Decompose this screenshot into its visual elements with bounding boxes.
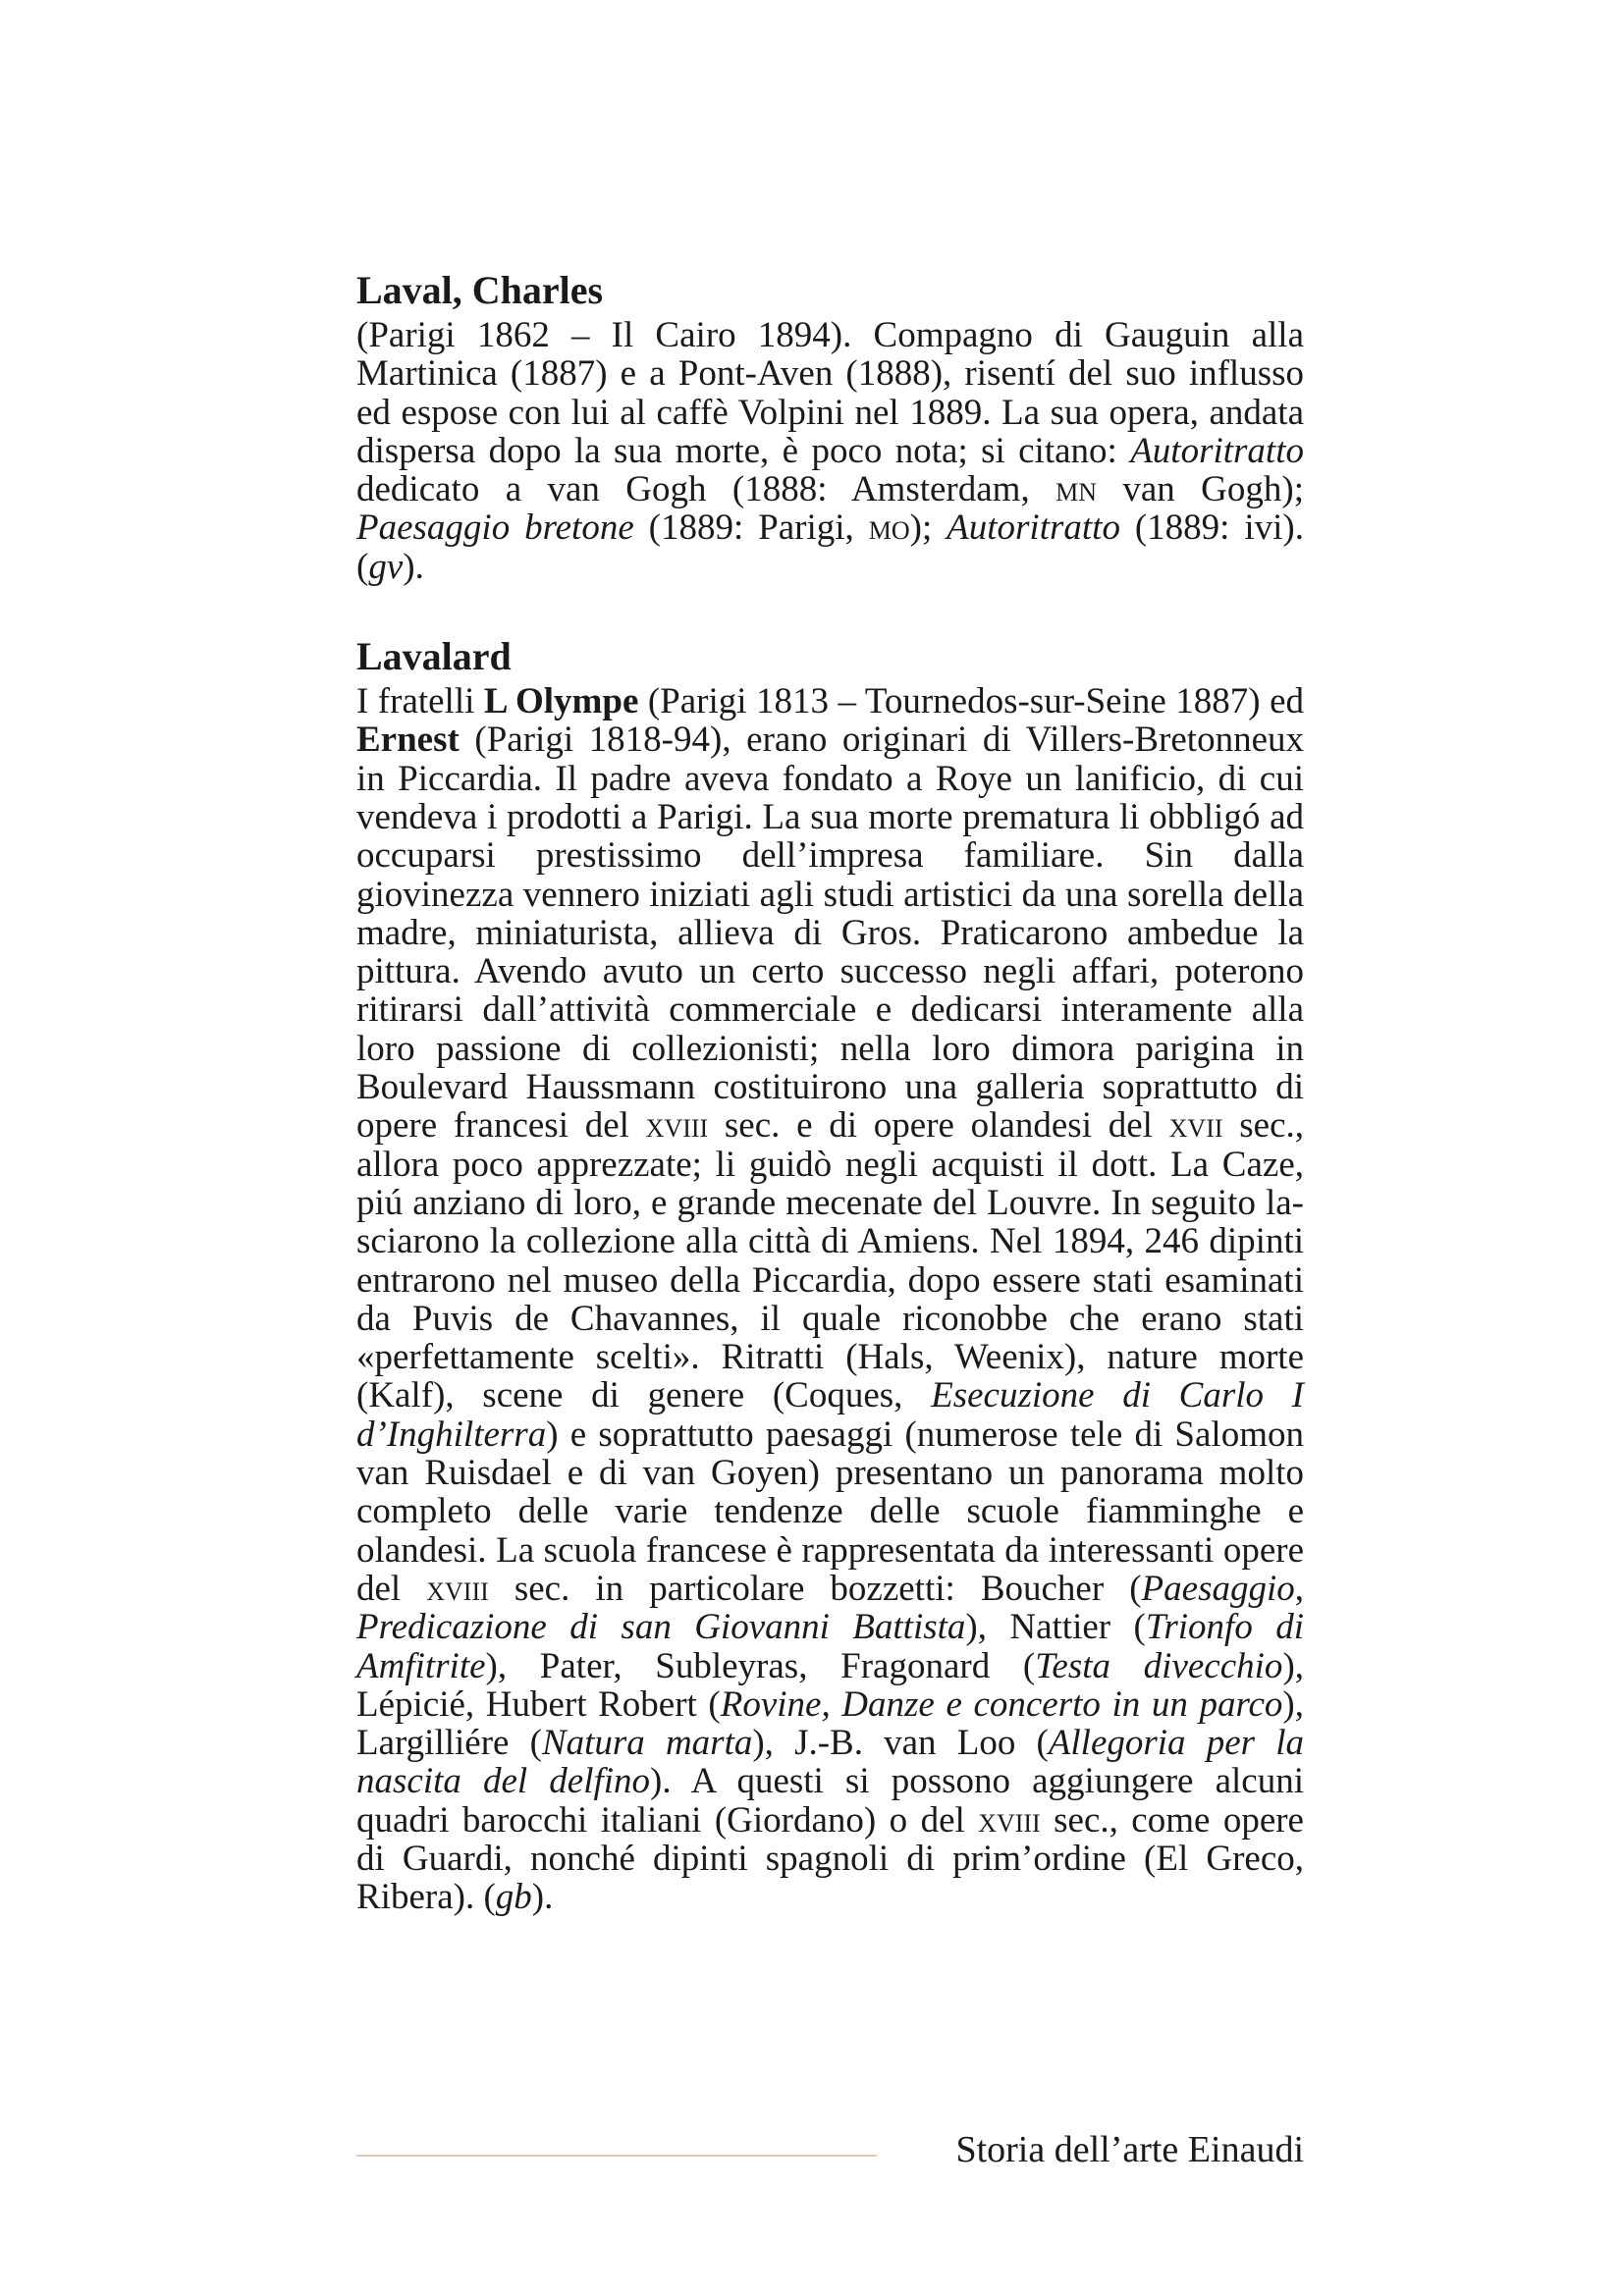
body-text: ) e soprattutto paesaggi (numerose tele di Salomon van Ruisdael e di van Goyen) presentano un panorama molto completo delle varie tendenze delle scuole fiamminghe e olandesi. La scuola francese è rappresentata da interessanti opere del bbox=[356, 1414, 1304, 1609]
body-text: (Parigi 1813 – Tournedos-sur-Seine 1887) ed bbox=[638, 681, 1304, 722]
footer-divider bbox=[356, 2155, 877, 2157]
work-title: Rovine, Danze e concerto in un parco bbox=[720, 1683, 1283, 1725]
entry-body bbox=[356, 316, 1304, 586]
work-title: Esecuzione di Carlo I d’Inghilterra bbox=[356, 1375, 1305, 1455]
text-column bbox=[356, 268, 1305, 1918]
body-text: van Gogh); bbox=[1097, 469, 1304, 510]
body-text: sec. in particolare bozzetti: Boucher ( bbox=[488, 1568, 1142, 1609]
work-title: Paesaggio bbox=[1141, 1568, 1295, 1609]
body-text: sec. e di opere olandesi del bbox=[708, 1105, 1169, 1147]
work-title: Autoritratto bbox=[947, 507, 1120, 549]
body-text: (Parigi 1818-94), erano originari di Villers-Bretonneux in Piccardia. Il padre aveva fondato a Roye un lanificio, di cui vendeva i prodotti a Parigi. La sua morte prematura li obbligó ad occuparsi prestissimo dell’impresa familiare. Sin dalla giovinezza vennero iniziati agli studi artistici da una sorella della madre, miniaturista, allieva di Gros. Praticarono ambedue la pittura. Avendo avuto un certo successo negli affari, poterono ritirarsi dall’attività commerciale e dedicarsi interamente alla loro passione di collezionisti; nella loro dimora parigina in Boulevard Haussmann costituirono una galleria soprattutto di opere francesi del bbox=[356, 720, 1304, 1147]
body-text: sec., come opere di Guardi, nonché dipinti spagnoli di prim’ordine (El Greco, Ribera). ( bbox=[356, 1799, 1304, 1918]
body-text: ), Lépicié, Hubert Robert ( bbox=[356, 1645, 1305, 1725]
work-title: Natura marta bbox=[541, 1723, 753, 1764]
entry-lavalard bbox=[356, 634, 1305, 1918]
work-title: Trionfo di Amfitrite bbox=[356, 1607, 1304, 1686]
work-title: Predicazione di san Giovanni Battista bbox=[356, 1607, 966, 1648]
body-text: I fratelli bbox=[356, 681, 484, 722]
abbreviation: mn bbox=[1055, 469, 1097, 510]
entry-body bbox=[356, 682, 1304, 1917]
body-text: , bbox=[1294, 1568, 1304, 1609]
body-text: ), J.-B. van Loo ( bbox=[752, 1723, 1049, 1764]
roman-numeral: xviii bbox=[426, 1568, 489, 1609]
body-text: ). bbox=[403, 546, 424, 587]
roman-numeral: xviii bbox=[978, 1799, 1041, 1841]
footer-publisher: Storia dell’arte Einaudi bbox=[955, 2129, 1304, 2170]
roman-numeral: xvii bbox=[1168, 1105, 1223, 1147]
body-text: ); bbox=[909, 507, 947, 549]
body-text: ). A questi si possono aggiungere alcuni quadri barocchi italiani (Giordano) o del bbox=[356, 1761, 1304, 1841]
roman-numeral: xviii bbox=[645, 1105, 709, 1147]
body-text: ), Pater, Subleyras, Fragonard ( bbox=[485, 1645, 1036, 1686]
work-title: Autoritratto bbox=[1130, 430, 1304, 471]
abbreviation: mo bbox=[868, 507, 910, 549]
body-text: ), Nattier ( bbox=[965, 1607, 1146, 1648]
author-initials: gb bbox=[495, 1877, 532, 1918]
body-text: (1889: ivi). ( bbox=[356, 507, 1304, 587]
body-text: (1889: Parigi, bbox=[633, 507, 869, 549]
work-title: Testa divecchio bbox=[1035, 1645, 1283, 1686]
body-text: sec., allora poco apprezzate; li guidò negli acquisti il dott. La Caze, piú anziano di loro, e grande mecenate del Louvre. In seguito lasciarono la collezione alla città di Amiens. Nel 1894, 246 dipinti entrarono nel museo della Piccardia, dopo essere stati esaminati da Puvis de Chavannes, il quale riconobbe che erano stati «perfettamente scelti». Ritratti (Hals, Weenix), nature morte (Kalf), scene di genere (Coques, bbox=[356, 1105, 1304, 1416]
body-text: (Parigi 1862 – Il Cairo 1894). Compagno di Gauguin alla Martinica (1887) e a Pont-Aven (1888), risentí del suo influsso ed espose con lui al caffè Volpini nel 1889. La sua opera, andata dispersa dopo la sua morte, è poco nota; si citano: bbox=[356, 315, 1304, 471]
work-title: Allegoria per la nascita del delfino bbox=[356, 1723, 1304, 1802]
author-initials: gv bbox=[368, 546, 404, 587]
work-title: Paesaggio bretone bbox=[356, 507, 634, 549]
body-text: dedicato a van Gogh (1888: Amsterdam, bbox=[356, 469, 1056, 510]
body-text: ). bbox=[531, 1877, 554, 1918]
entry-title: Lavalard bbox=[356, 634, 512, 679]
entry-laval-charles bbox=[356, 268, 1304, 587]
entry-title: Laval, Charles bbox=[356, 268, 604, 312]
person-name: L Olympe bbox=[483, 681, 639, 722]
person-name: Ernest bbox=[356, 720, 460, 761]
body-text: ), Largilliére ( bbox=[356, 1683, 1304, 1764]
